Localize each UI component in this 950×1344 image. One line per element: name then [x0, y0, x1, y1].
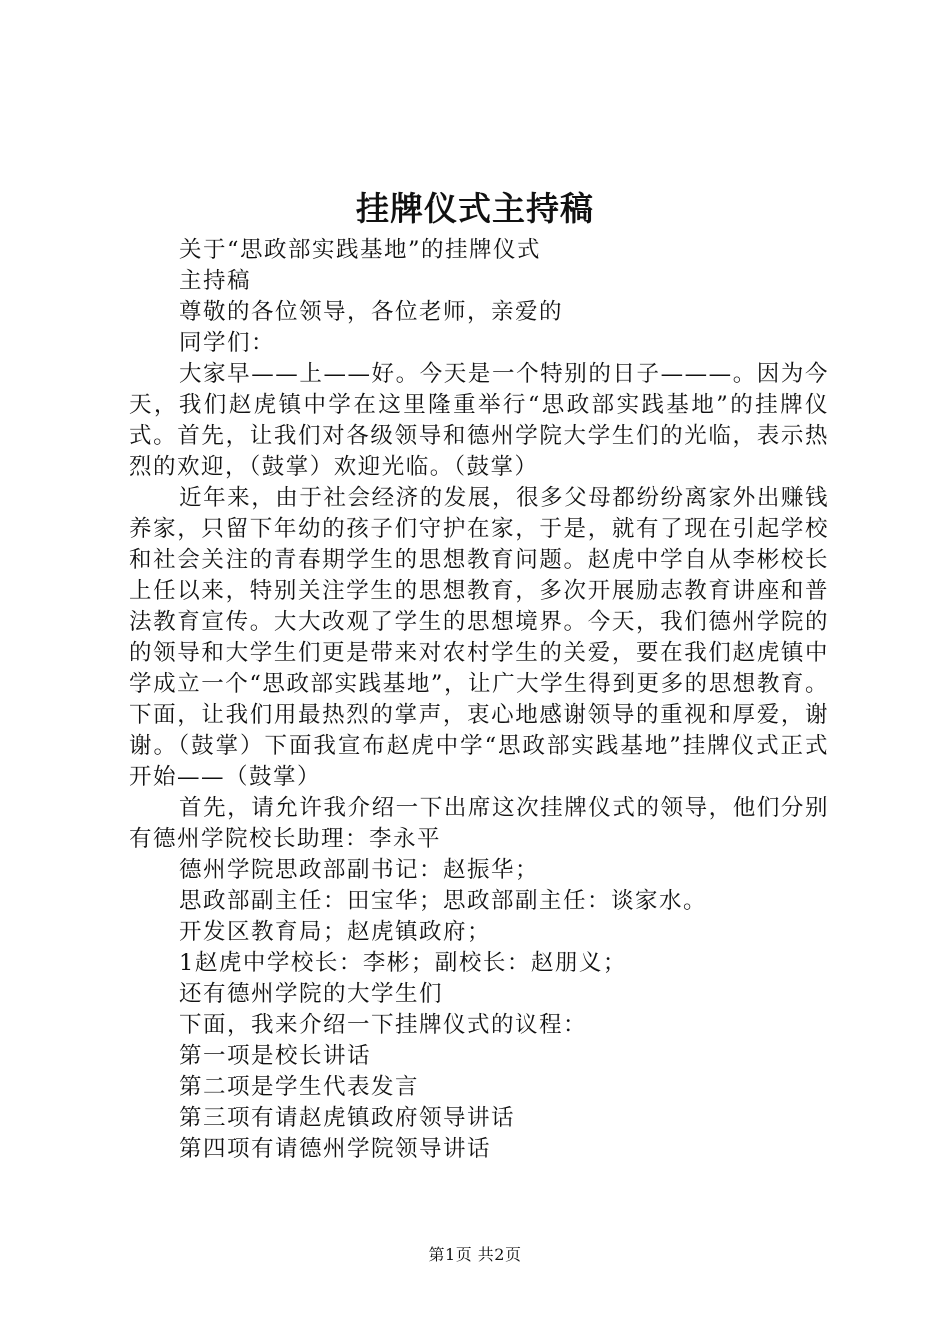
page-footer: 第1页 共2页 — [428, 1245, 522, 1264]
paragraph-background: 近年来，由于社会经济的发展，很多父母都纷纷离家外出赚钱养家，只留下年幼的孩子们守护在家，于是，就有了现在引起学校和社会关注的青春期学生的思想教育问题。赵虎中学自从李彬校长上任以来，特别关注学生的思想教育，多次开展励志教育讲座和普法教育宣传。大大改观了学生的思想境界。今天，我们德州学院的的领导和大学生们更是带来对农村学生的关爱，要在我们赵虎镇中学成立一个“思政部实践基地”，让广大学生得到更多的思想教育。下面，让我们用最热烈的掌声，衷心地感谢领导的重视和厚爱，谢谢。（鼓掌）下面我宣布赵虎中学“思政部实践基地”挂牌仪式正式开始——（鼓掌） — [129, 485, 829, 790]
paragraph-greeting: 大家早——上——好。今天是一个特别的日子———。因为今天，我们赵虎镇中学在这里隆重举行“思政部实践基地”的挂牌仪式。首先，让我们对各级领导和德州学院大学生们的光临，表示热烈的欢迎，（鼓掌）欢迎光临。（鼓掌） — [129, 361, 829, 480]
paragraph-guest-4: 1赵虎中学校长：李彬；副校长：赵朋义； — [179, 950, 627, 976]
paragraph-salutation-cont: 同学们： — [179, 330, 276, 356]
paragraph-agenda-item-1: 第一项是校长讲话 — [179, 1043, 372, 1069]
document-title: 挂牌仪式主持稿 — [356, 189, 594, 228]
paragraph-agenda-item-2: 第二项是学生代表发言 — [179, 1074, 420, 1100]
paragraph-guest-2: 思政部副主任：田宝华；思政部副主任：谈家水。 — [179, 888, 708, 914]
paragraph-agenda-intro: 下面，我来介绍一下挂牌仪式的议程： — [179, 1012, 588, 1038]
paragraph-guest-1: 德州学院思政部副书记：赵振华； — [179, 857, 540, 883]
document-body — [129, 235, 829, 1165]
paragraph-guest-3: 开发区教育局；赵虎镇政府； — [179, 919, 492, 945]
paragraph-host-script: 主持稿 — [179, 268, 252, 294]
paragraph-agenda-item-4: 第四项有请德州学院领导讲话 — [179, 1136, 492, 1162]
paragraph-introductions: 首先，请允许我介绍一下出席这次挂牌仪式的领导，他们分别有德州学院校长助理：李永平 — [129, 795, 829, 852]
paragraph-salutation: 尊敬的各位领导，各位老师，亲爱的 — [179, 299, 564, 325]
paragraph-subject-line: 关于“思政部实践基地”的挂牌仪式 — [179, 237, 542, 263]
paragraph-agenda-item-3: 第三项有请赵虎镇政府领导讲话 — [179, 1105, 516, 1131]
paragraph-guest-5: 还有德州学院的大学生们 — [179, 981, 444, 1007]
